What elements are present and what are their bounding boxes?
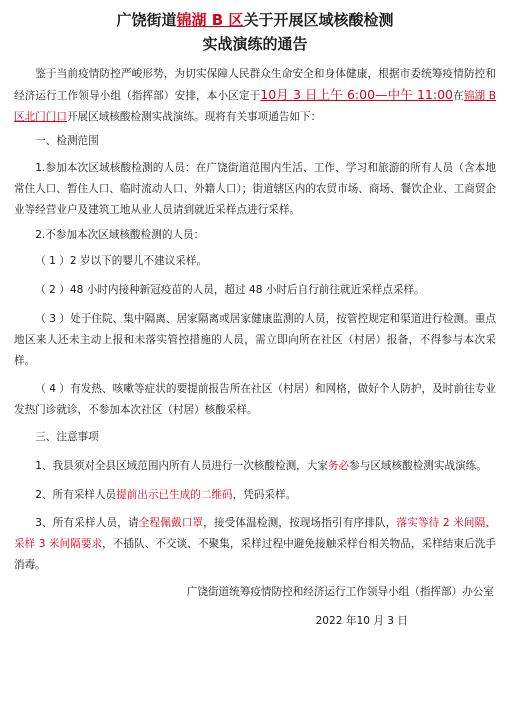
section-2-heading: 三、注意事项 [35,430,99,443]
notice-item-1 [14,456,496,477]
notice-item-3-text-c: ，不插队、不交谈、不聚集，采样过程中避免接触采样台相关物品，采样结束后洗手消毒。 [14,538,496,571]
notice-item-1-emphasis: 务必 [327,459,350,472]
intro-text-2: 在 [453,89,464,102]
issue-date: 2022 年10 月 3 日 [315,614,408,627]
section-1-item-1: 1.参加本次区域核酸检测的人员：在广饶街道范围内生活、工作、学习和旅游的所有人员（含本地常住人口、暂住人口、临时流动人口、外籍人口）；街道辖区内的农贸市场、商场、餐饮企业、工商贸企业等经营业户及建筑工地从业人员请到就近采样点进行采样。 [14,162,497,216]
notice-item-3-text-b: ，接受体温检测，按现场指引有序排队， [203,517,397,530]
intro-text-3: 开展区域核酸检测实战演练。现将有关事项通告如下： [66,110,322,123]
intro-time: 10月 3 日上午 6:00—中午 11:00 [260,86,453,102]
title-suffix: 关于开展区域核酸检测 [243,11,394,29]
notice-item-2-emphasis: 提前出示已生成的二维码 [116,488,233,501]
notice-item-3-emphasis-2: 落实等待 2 米间隔、采样 3 米间隔要求 [14,517,496,551]
intro-paragraph [14,64,496,127]
issuer-signature: 广饶街道统筹疫情防控和经济运行工作领导小组（指挥部）办公室 [186,585,494,598]
section-1-sub-2: （ 2 ）48 小时内接种新冠疫苗的人员，超过 48 小时后自行前往就近采样点采样。 [35,284,425,297]
title-community-name: 锦湖 B 区 [176,11,244,29]
notice-item-3-emphasis-1: 全程佩戴口罩 [138,517,204,530]
section-1-sub-1: （ 1 ）2 岁以下的婴儿不建议采样。 [35,255,208,268]
intro-place: 锦湖 B 区北门门口 [14,89,496,123]
section-1-item-2: 2.不参加本次区域核酸检测的人员： [35,228,205,241]
section-1-heading: 一、检测范围 [35,135,99,148]
section-1-sub-3: （ 3 ）处于住院、集中隔离、居家隔离或居家健康监测的人员，按管控规定和渠道进行检测。重点地区来人还未主动上报和未落实管控措施的人员，需立即向所在社区（村居）报备，不得参与本次采样。 [14,312,496,367]
notice-item-1-text-b: 参与区域核酸检测实战演练。 [349,459,487,472]
title-line-2: 实战演练的通告 [202,35,308,53]
title-line-1 [14,8,496,32]
notice-item-3 [14,513,496,575]
title-prefix: 广饶街道 [116,11,177,29]
notice-item-3-text-a: 3、所有采样人员，请 [35,517,139,530]
notice-item-2 [14,485,496,506]
section-1-sub-4: （ 4 ）有发热、咳嗽等症状的要提前报告所在社区（村居）和网格，做好个人防护，及时前往专业发热门诊就诊，不参加本次社区（村居）核酸采样。 [14,383,496,417]
notice-item-2-text-b: ，凭码采样。 [232,488,297,501]
notice-title [14,8,496,56]
notice-item-2-text-a: 2、所有采样人员 [35,488,117,501]
notice-item-1-text-a: 1、我县须对全县区域范围内所有人员进行一次核酸检测，大家 [35,459,328,472]
intro-text-1: 鉴于当前疫情防控严峻形势，为切实保障人民群众生命安全和身体健康，根据市委统筹疫情防控和经济运行工作领导小组（指挥部）安排，本小区定于 [14,68,496,102]
